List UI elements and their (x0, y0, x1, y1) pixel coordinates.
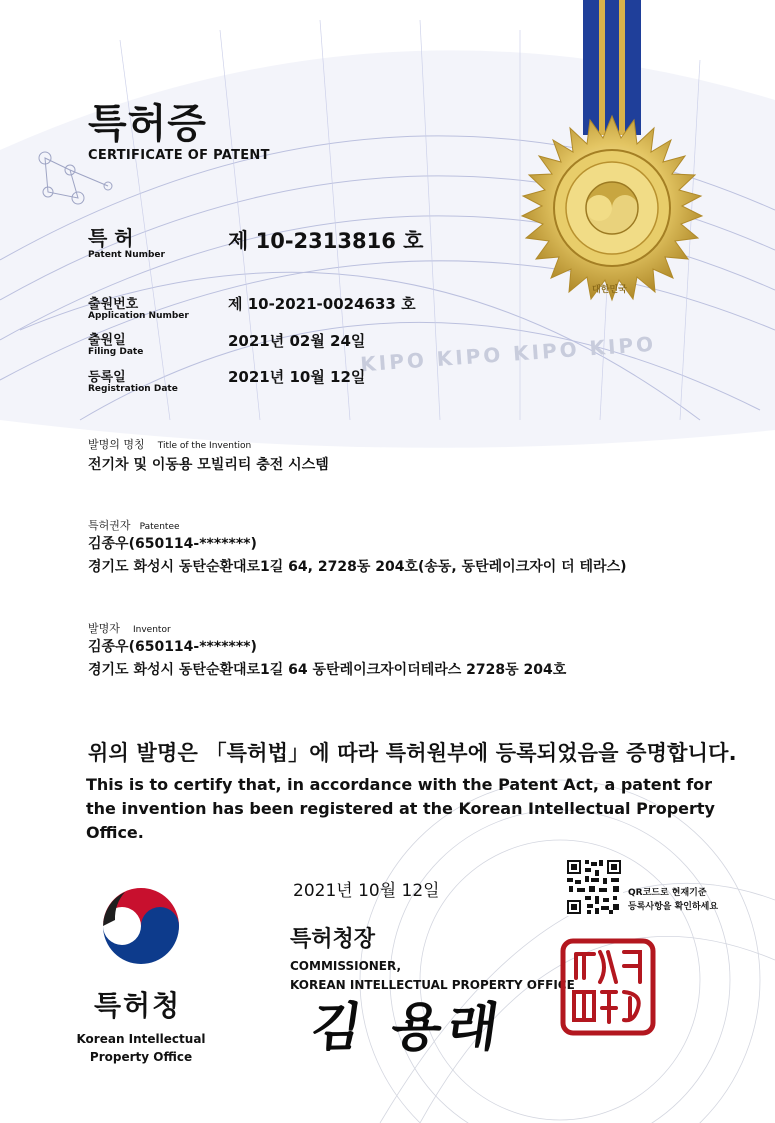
filing-date-label-en: Filing Date (88, 347, 144, 357)
qr-note: QR코드로 현재기준 등록사항을 확인하세요 (628, 888, 719, 912)
filing-date-label: 출원일 (88, 333, 126, 348)
certification-text-ko: 위의 발명은 「특허법」에 따라 특허원부에 등록되었음을 증명합니다. (88, 741, 737, 765)
page-title: 특허증 (88, 101, 207, 147)
commissioner-title-ko: 특허청장 (290, 927, 376, 952)
commissioner-title-en: COMMISSIONER, KOREAN INTELLECTUAL PROPERTY OFFICE (290, 959, 575, 992)
invention-title-label: 발명의 명칭 Title of the Invention (88, 438, 252, 451)
issue-date: 2021년 10월 12일 (293, 881, 440, 901)
patentee-address: 경기도 화성시 동탄순환대로1길 64, 2728동 204호(송동, 동탄레이크자이 더 테라스) (88, 559, 627, 575)
inventor-label: 발명자 Inventor (88, 622, 171, 635)
registration-date-label-en: Registration Date (88, 384, 178, 394)
filing-date-value: 2021년 02월 24일 (228, 332, 366, 350)
office-name-en: Korean Intellectual Property Office (76, 1032, 206, 1064)
office-name-ko: 특허청 (94, 989, 182, 1022)
patentee-name: 김종우(650114-*******) (88, 536, 257, 552)
inventor-name: 김종우(650114-*******) (88, 639, 257, 655)
application-number-label-en: Application Number (88, 311, 189, 321)
registration-date-label: 등록일 (88, 370, 126, 385)
patentee-label: 특허권자 Patentee (88, 519, 180, 532)
patent-number-value: 제 10-2313816 호 (228, 229, 424, 253)
patent-number-label: 특 허 (88, 226, 134, 250)
application-number-label: 출원번호 (88, 297, 139, 312)
medal-text: 대한민국 (592, 285, 627, 295)
registration-date-value: 2021년 10월 12일 (228, 368, 366, 386)
kipo-watermark: KIPO KIPO KIPO KIPO (359, 331, 657, 377)
official-seal (560, 938, 656, 1036)
invention-title-value: 전기차 및 이동용 모빌리티 충전 시스템 (88, 457, 329, 473)
commissioner-signature: 김 용래 (307, 997, 509, 1058)
patent-number-label-en: Patent Number (88, 250, 165, 260)
application-number-value: 제 10-2021-0024633 호 (228, 295, 416, 313)
kipo-logo (95, 880, 187, 972)
page-subtitle: CERTIFICATE OF PATENT (88, 148, 270, 163)
inventor-address: 경기도 화성시 동탄순환대로1길 64 동탄레이크자이더테라스 2728동 204호 (88, 662, 567, 678)
certification-text-en: This is to certify that, in accordance with the Patent Act, a patent for the invention has been registered at the Korean Intellectual Property Office. (86, 775, 715, 842)
qr-code[interactable] (565, 858, 623, 916)
